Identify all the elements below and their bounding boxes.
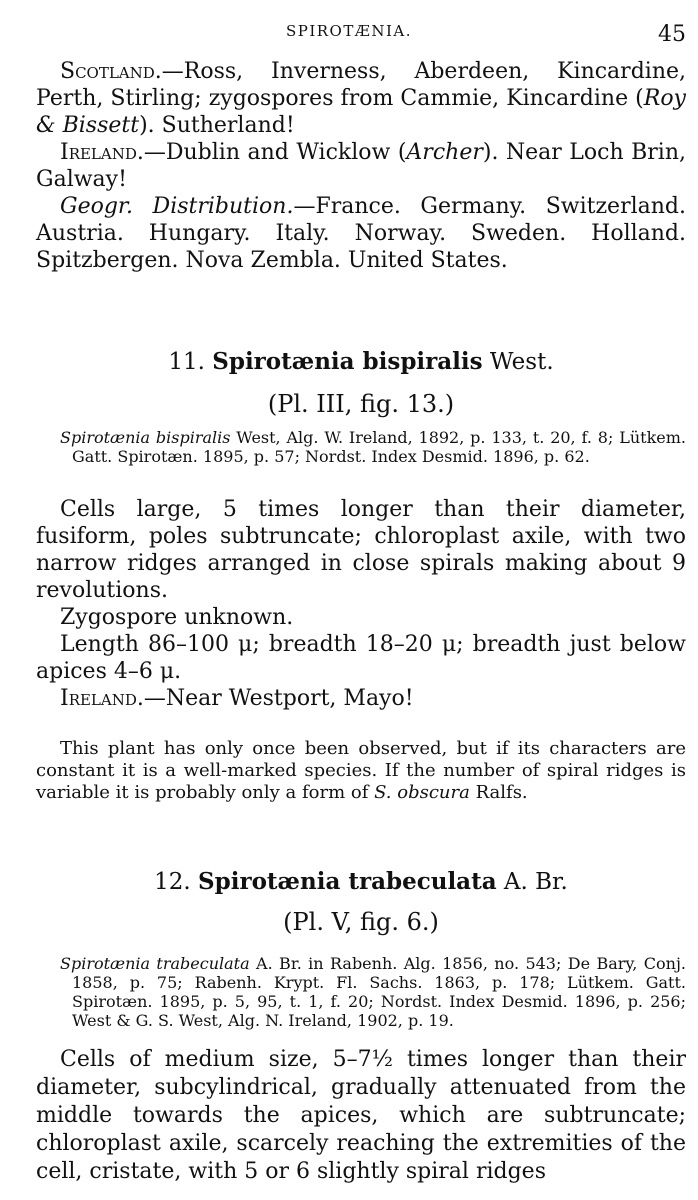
species-name: Spirotænia trabeculata <box>198 868 497 895</box>
zygospore-paragraph: Zygospore unknown. <box>60 605 294 630</box>
plate-reference: (Pl. V, fig. 6.) <box>283 908 439 936</box>
species-description <box>36 1046 686 1186</box>
description-paragraph: Cells of medium size, 5–7½ times longer than their diameter, subcylindrical, gradually attenuated from the middle towards the apices, which are subtruncate; chloroplast axile, scarcely reaching the extremities of the cell, cristate, with 5 or 6 slightly spiral ridges <box>36 1047 686 1184</box>
species-heading: 11. Spirotænia bispiralis West. <box>168 348 554 375</box>
description-paragraph: Cells large, 5 times longer than their diameter, fusiform, poles subtruncate; chloroplast axile, with two narrow ridges arranged in close spirals making about 9 revolutions. <box>36 497 686 603</box>
scotland-paragraph: Scotland.—Ross, Inverness, Aberdeen, Kincardine, Perth, Stirling; zygospores from Cammie, Kincardine (Roy & Bissett). Sutherland! <box>36 59 686 138</box>
geographic-distribution: Geogr. Distribution.—France. Germany. Switzerland. Austria. Hungary. Italy. Norway. Sweden. Holland. Spitzbergen. Nova Zembla. United States. <box>36 194 686 273</box>
running-head: SPIROTÆNIA. <box>285 22 413 40</box>
bibliographic-reference: Spirotænia bispiralis West, Alg. W. Ireland, 1892, p. 133, t. 20, f. 8; Lütkem. Gatt. Spirotæn. 1895, p. 57; Nordst. Index Desmid. 1896, p. 62. <box>60 428 686 466</box>
geogr-label: Geogr. Distribution. <box>60 194 294 219</box>
species-note: This plant has only once been observed, but if its characters are constant it is a well-marked species. If the number of spiral ridges is variable it is probably only a form of S. obscura Ralfs. <box>36 738 686 803</box>
species-author: A. Br. <box>503 869 568 895</box>
species-name: Spirotænia bispiralis <box>212 348 483 375</box>
distribution-block <box>36 58 686 274</box>
ireland-label: Ireland. <box>60 140 144 165</box>
ireland-paragraph: Ireland.—Dublin and Wicklow (Archer). Near Loch Brin, Galway! <box>36 140 686 192</box>
author-citation: Roy & Bissett <box>36 86 686 138</box>
bibliographic-reference: Spirotænia trabeculata A. Br. in Rabenh. Alg. 1856, no. 543; De Bary, Conj. 1858, p. 75; Rabenh. Krypt. Fl. Sachs. 1863, p. 178; Lütkem. Gatt. Spirotæn. 1895, p. 5, 95, t. 1, f. 20; Nordst. Index Desmid. 1896, p. 256; West & G. S. West, Alg. N. Ireland, 1902, p. 19. <box>60 954 686 1030</box>
species-description <box>36 496 686 712</box>
page-number: 45 <box>658 22 686 47</box>
dimensions-paragraph: Length 86–100 μ; breadth 18–20 μ; breadth just below apices 4–6 μ. <box>36 632 686 684</box>
plate-reference: (Pl. III, fig. 13.) <box>267 390 455 418</box>
author-citation: Archer <box>406 140 483 165</box>
locality-paragraph: Ireland.—Near Westport, Mayo! <box>60 686 414 711</box>
species-heading: 12. Spirotænia trabeculata A. Br. <box>154 868 568 895</box>
scotland-label: Scotland. <box>60 59 162 84</box>
species-author: West. <box>489 349 554 375</box>
